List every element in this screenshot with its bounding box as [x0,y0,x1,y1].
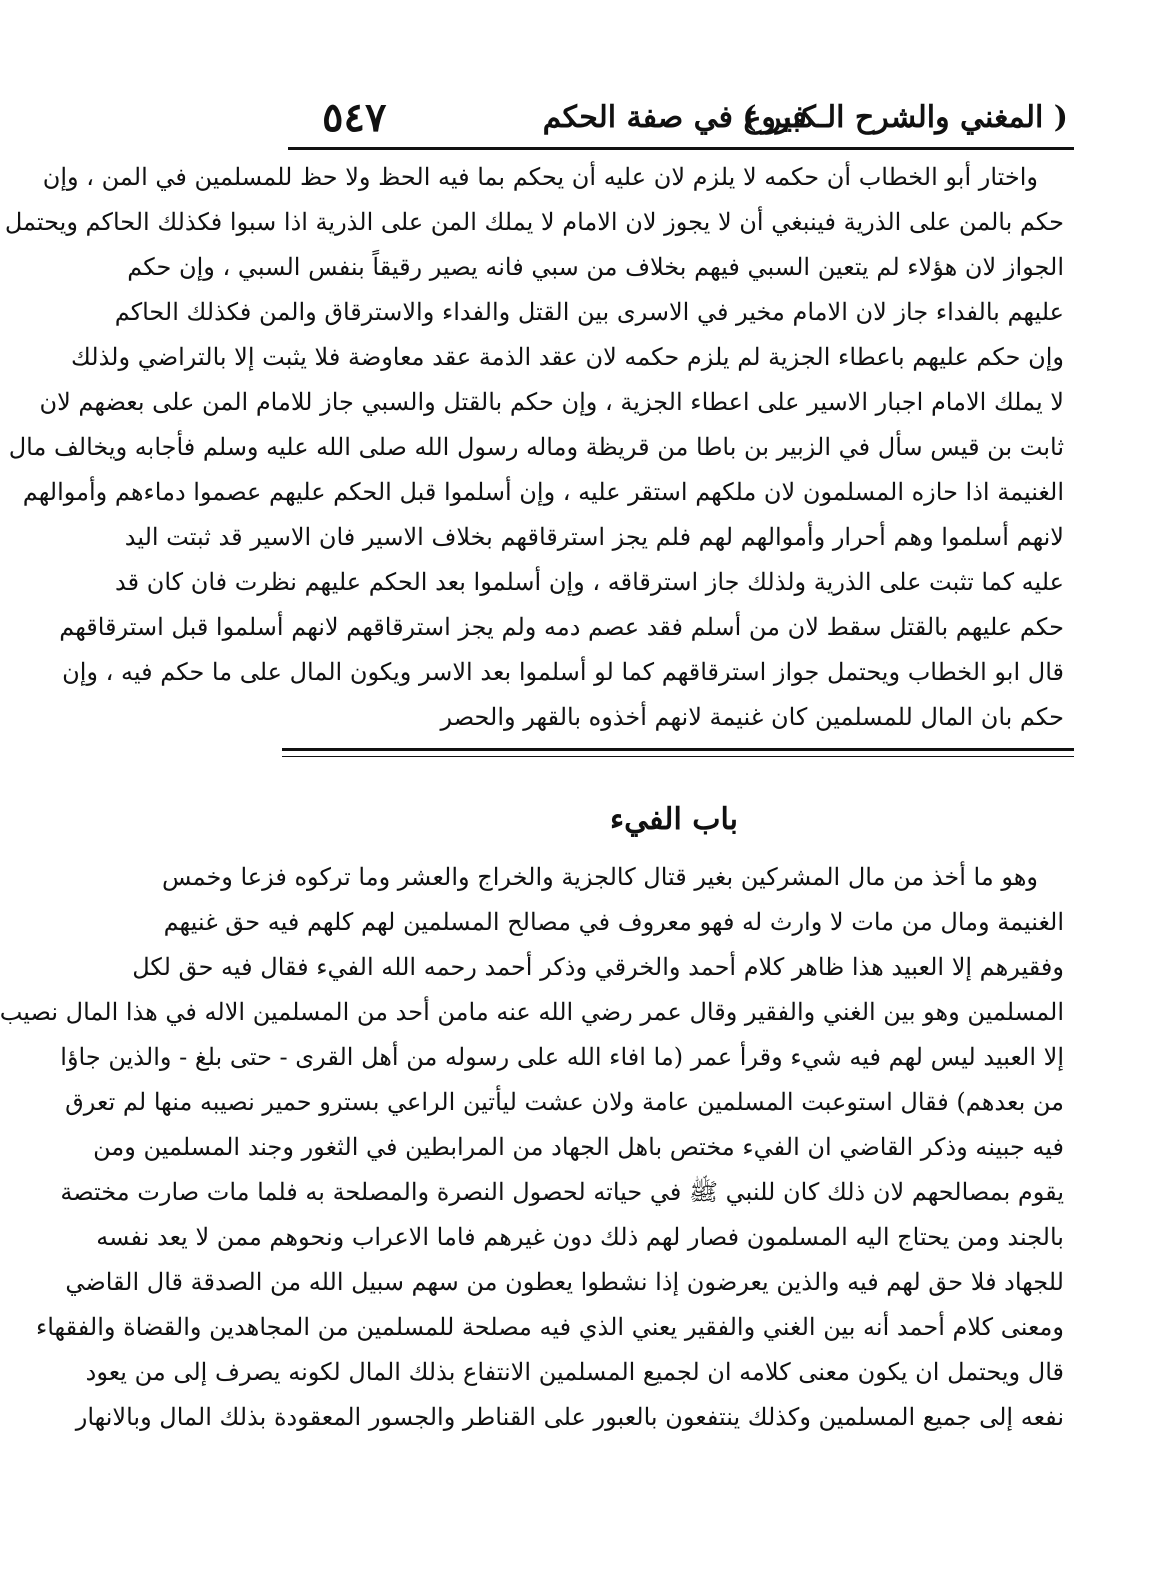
text-block-rulings [4,155,1064,740]
text-line: لانهم أسلموا وهم أحرار وأموالهم لهم فلم يجز استرقاقهم بخلاف الاسير فان الاسير قد ثبتت اليد [124,523,1064,551]
text-block-fay [0,855,1064,1440]
section-separator [282,748,1074,760]
running-header [288,96,1072,142]
text-line: حكم بالمن على الذرية فينبغي أن لا يجوز لان الامام لا يملك المن على الذرية اذا سبوا فكذلك الحاكم ويحتمل [4,208,1064,236]
text-line: واختار أبو الخطاب أن حكمه لا يلزم لان عليه أن يحكم بما فيه الحظ ولا حظ للمسلمين في المن ، وإن [42,163,1038,191]
text-line: الغنيمة اذا حازه المسلمون لان ملكهم استقر عليه ، وإن أسلموا قبل الحكم عليهم عصموا دماءهم وأموالهم [22,478,1064,506]
header-rule [288,147,1074,150]
text-line: قال ابو الخطاب ويحتمل جواز استرقاقهم كما لو أسلموا بعد الاسر ويكون المال على ما حكم فيه ، وإن [62,658,1064,686]
text-line: حكم عليهم بالقتل سقط لان من أسلم فقد عصم دمه ولم يجز استرقاقهم لانهم أسلموا قبل استرقاقهم [59,613,1064,641]
text-line: للجهاد فلا حق لهم فيه والذين يعرضون إذا نشطوا يعطون من سهم سبيل الله من الصدقة قال القاضي [65,1268,1064,1296]
text-line: عليه كما تثبت على الذرية ولذلك جاز استرقاقه ، وإن أسلموا بعد الحكم عليهم نظرت فان كان قد [115,568,1064,596]
text-line: وإن حكم عليهم باعطاء الجزية لم يلزم حكمه لان عقد الذمة عقد معاوضة فلا يثبت إلا بالتراضي ولذلك [71,343,1064,371]
text-line: عليهم بالفداء جاز لان الامام مخير في الاسرى بين القتل والفداء والاسترقاق والمن فكذلك الحاكم [114,298,1064,326]
page-number: ٥٤٧ [322,94,387,141]
separator-thick-rule [282,748,1074,751]
text-line: يقوم بمصالحهم لان ذلك كان للنبي ﷺ في حياته لحصول النصرة والمصلحة به فلما مات صارت مختصة [60,1178,1064,1206]
text-line: وهو ما أخذ من مال المشركين بغير قتال كالجزية والخراج والعشر وما تركوه فزعا وخمس [161,863,1038,891]
text-line: الجواز لان هؤلاء لم يتعين السبي فيهم بخلاف من سبي فانه يصير رقيقاً بنفس السبي ، وإن حكم [127,253,1064,281]
text-line: بالجند ومن يحتاج اليه المسلمون فصار لهم ذلك دون غيرهم فاما الاعراب ونحوهم ممن لا يعد نفسه [96,1223,1064,1251]
text-line: المسلمين وهو بين الغني والفقير وقال عمر رضي الله عنه مامن أحد من المسلمين الاله في هذا المال نصيب [0,998,1064,1026]
text-line: قال ويحتمل ان يكون معنى كلامه ان لجميع المسلمين الانتفاع بذلك المال لكونه يصرف إلى من يعود [85,1358,1064,1386]
text-line: الغنيمة ومال من مات لا وارث له فهو معروف في مصالح المسلمين لهم كلهم فيه حق غنيهم [163,908,1064,936]
text-line: وفقيرهم إلا العبيد هذا ظاهر كلام أحمد والخرقي وذكر أحمد رحمه الله الفيء فقال فيه حق لكل [132,953,1064,981]
work-title: ( المغني والشرح الـكبير ) [742,100,1068,135]
text-line: ومعنى كلام أحمد أنه بين الغني والفقير يعني الذي فيه مصلحة للمسلمين من المجاهدين والقضاة والفقهاء [35,1313,1064,1341]
text-line: من بعدهم) فقال استوعبت المسلمين عامة ولان عشت ليأتين الراعي بسترو حمير نصيبه منها لم تعرق [65,1088,1064,1116]
section-title: فروع في صفة الحكم [542,100,807,135]
text-line: لا يملك الامام اجبار الاسير على اعطاء الجزية ، وإن حكم بالقتل والسبي جاز للامام المن على بعضهم لان [39,388,1064,416]
text-line: حكم بان المال للمسلمين كان غنيمة لانهم أخذوه بالقهر والحصر [440,703,1064,731]
text-line: إلا العبيد ليس لهم فيه شيء وقرأ عمر (ما افاء الله على رسوله من أهل القرى - حتى بلغ - والذين جاؤا [60,1043,1064,1071]
text-line: فيه جبينه وذكر القاضي ان الفيء مختص باهل الجهاد من المرابطين في الثغور وجند المسلمين ومن [93,1133,1064,1161]
text-line: نفعه إلى جميع المسلمين وكذلك ينتفعون بالعبور على القناطر والجسور المعقودة بذلك المال وبالانهار [75,1403,1064,1431]
separator-thin-rule [282,756,1074,757]
chapter-heading: باب الفيء [610,802,738,837]
text-line: ثابت بن قيس سأل في الزبير بن باطا من قريظة وماله رسول الله صلى الله عليه وسلم فأجابه ويخالف مال [8,433,1064,461]
